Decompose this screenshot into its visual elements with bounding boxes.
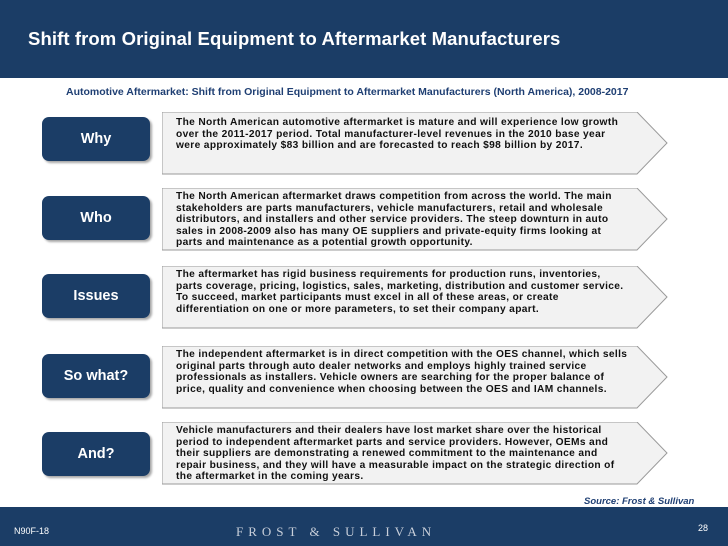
slide-title: Shift from Original Equipment to Aftermarket Manufacturers	[28, 28, 561, 49]
arrow-text: The aftermarket has rigid business requirements for production runs, inventories, parts coverage, pricing, logistics, sales, marketing, distribution and customer service. To succeed, market participants must excel in all of these areas, or create differentiation on one or more parameters, to set their company apart.	[176, 269, 624, 315]
arrow-why	[162, 112, 668, 176]
label-box-so-what: So what?	[42, 354, 150, 398]
arrow-issues	[162, 266, 668, 330]
arrow-text: The independent aftermarket is in direct competition with the OES channel, which sells original parts through auto dealer networks and employs highly trained service professionals as installers. Vehicle owners are searching for the proper balance of price, quality and convenience when choosing between the OES and IAM channels.	[176, 349, 628, 395]
source-note: Source: Frost & Sullivan	[584, 496, 695, 507]
arrow-who	[162, 188, 668, 252]
slide-code: N90F-18	[14, 526, 50, 536]
page-number: 28	[698, 523, 709, 533]
chart-subtitle: Automotive Aftermarket: Shift from Original Equipment to Aftermarket Manufacturers (North America), 2008-2017	[66, 86, 629, 98]
arrow-so-what	[162, 346, 668, 410]
arrow-and	[162, 422, 668, 486]
row-why	[0, 112, 728, 192]
header-bar	[0, 0, 728, 78]
row-so-what	[0, 346, 728, 426]
label-box-why: Why	[42, 117, 150, 161]
label-box-and: And?	[42, 432, 150, 476]
arrow-text: The North American automotive aftermarket is mature and will experience low growth over the 2011-2017 period. Total manufacturer-level revenues in the 2010 base year were approximately $83 billion and are forecasted to reach $98 billion by 2017.	[176, 117, 619, 152]
row-issues	[0, 266, 728, 346]
row-and	[0, 422, 728, 502]
row-who	[0, 188, 728, 268]
company-logo: FROST & SULLIVAN	[236, 524, 437, 539]
arrow-text: The North American aftermarket draws competition from across the world. The main stakeholders are parts manufacturers, vehicle manufacturers, retail and wholesale distributors, and installers and other service providers. The steep downturn in auto sales in 2008-2009 also has many OE suppliers and private-equity firms looking at parts and maintenance as a potential growth opportunity.	[176, 191, 612, 249]
label-box-issues: Issues	[42, 274, 150, 318]
footer-bar	[0, 507, 728, 546]
label-box-who: Who	[42, 196, 150, 240]
arrow-text: Vehicle manufacturers and their dealers have lost market share over the historical period to independent aftermarket parts and service providers. However, OEMs and their suppliers are demonstrating a renewed commitment to the maintenance and repair business, and they will have a measurable impact on the strategic direction of the aftermarket in the coming years.	[176, 425, 615, 483]
